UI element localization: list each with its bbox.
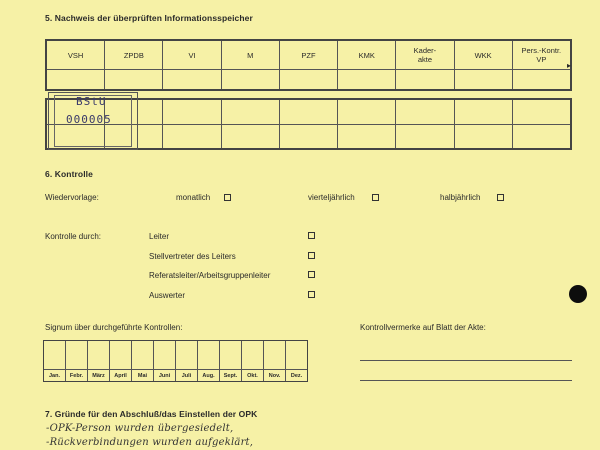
handwritten-reason-1: -OPK-Person wurden übergesiedelt, [46, 423, 234, 434]
vierteljaehrlich-checkbox[interactable] [372, 194, 379, 201]
signum-row [44, 341, 307, 369]
option-halbjaehrlich-label: halbjährlich [440, 193, 481, 202]
month-may: Mai [132, 369, 154, 381]
auswerter-checkbox[interactable] [308, 291, 315, 298]
kontrollvermerke-label: Kontrollvermerke auf Blatt der Akte: [360, 323, 486, 332]
col-m: M [222, 41, 280, 69]
col-wkk: WKK [455, 41, 513, 69]
table-cell[interactable] [455, 124, 513, 148]
col-kmk: KMK [338, 41, 396, 69]
option-monatlich-label: monatlich [176, 193, 211, 202]
table-cell[interactable] [163, 100, 221, 124]
month-aug: Aug. [198, 369, 220, 381]
signum-cell[interactable] [132, 341, 154, 369]
handwritten-reason-2: -Rückverbindungen wurden aufgeklärt, [46, 437, 254, 448]
info-storage-table [45, 39, 572, 91]
vermerke-line[interactable] [360, 380, 572, 381]
table-cell[interactable] [396, 69, 454, 89]
month-apr: April [110, 369, 132, 381]
table-cell[interactable] [455, 69, 513, 89]
option-vierteljaehrlich-label: vierteljährlich [308, 193, 355, 202]
month-feb: Febr. [66, 369, 88, 381]
kontrolle-stellvertreter-label: Stellvertreter des Leiters [149, 252, 236, 261]
table-cell[interactable] [280, 124, 338, 148]
table-cell[interactable] [513, 124, 570, 148]
signum-cell[interactable] [242, 341, 264, 369]
stellvertreter-checkbox[interactable] [308, 252, 315, 259]
signum-cell[interactable] [286, 341, 307, 369]
signum-cell[interactable] [88, 341, 110, 369]
kontrolle-durch-label: Kontrolle durch: [45, 232, 102, 241]
signum-cell[interactable] [66, 341, 88, 369]
kontrolle-auswerter-label: Auswerter [149, 291, 186, 300]
month-dec: Dez. [286, 369, 307, 381]
table-cell[interactable] [222, 124, 280, 148]
info-storage-entry-row [47, 69, 570, 89]
table-cell[interactable] [513, 100, 570, 124]
table-cell[interactable] [222, 100, 280, 124]
table-cell[interactable] [396, 124, 454, 148]
bstu-stamp-number: 000005 [66, 113, 112, 126]
signum-cell[interactable] [198, 341, 220, 369]
leiter-checkbox[interactable] [308, 232, 315, 239]
table-cell[interactable] [280, 100, 338, 124]
col-kaderakte: Kader- akte [396, 41, 454, 69]
table-cell[interactable] [105, 69, 163, 89]
month-nov: Nov. [264, 369, 286, 381]
signum-label: Signum über durchgeführte Kontrollen: [45, 323, 183, 332]
col-pers-kontr-vp: Pers.-Kontr. VP [521, 46, 562, 64]
col-vi: VI [163, 41, 221, 69]
col-zpdb: ZPDB [105, 41, 163, 69]
month-sep: Sept. [220, 369, 242, 381]
table-cell[interactable] [338, 69, 396, 89]
kontrolle-referatsleiter-label: Referatsleiter/Arbeitsgruppenleiter [149, 271, 271, 280]
month-jan: Jan. [44, 369, 66, 381]
table-cell[interactable] [396, 100, 454, 124]
month-mar: März [88, 369, 110, 381]
monatlich-checkbox[interactable] [224, 194, 231, 201]
table-cell[interactable] [47, 69, 105, 89]
table-cell[interactable] [455, 100, 513, 124]
margin-mark: ▸ [567, 61, 572, 70]
section-5-title: 5. Nachweis der überprüften Informationsspeicher [45, 13, 253, 23]
table-cell[interactable] [513, 69, 570, 89]
table-cell[interactable] [222, 69, 280, 89]
referatsleiter-checkbox[interactable] [308, 271, 315, 278]
punch-hole [569, 285, 587, 303]
table-cell[interactable] [280, 69, 338, 89]
table-cell[interactable] [338, 100, 396, 124]
vermerke-line[interactable] [360, 360, 572, 361]
month-jun: Juni [154, 369, 176, 381]
bstu-stamp-label: BStU [76, 95, 107, 108]
halbjaehrlich-checkbox[interactable] [497, 194, 504, 201]
signum-cell[interactable] [264, 341, 286, 369]
month-jul: Juli [176, 369, 198, 381]
signum-month-grid [43, 340, 308, 382]
col-pzf: PZF [280, 41, 338, 69]
section-6-title: 6. Kontrolle [45, 169, 93, 179]
info-storage-header-row [47, 41, 570, 69]
col-vsh: VSH [47, 41, 105, 69]
table-cell[interactable] [163, 69, 221, 89]
signum-cell[interactable] [44, 341, 66, 369]
section-7-title: 7. Gründe für den Abschluß/das Einstellen der OPK [45, 409, 258, 419]
signum-cell[interactable] [176, 341, 198, 369]
signum-cell[interactable] [154, 341, 176, 369]
wiedervorlage-label: Wiedervorlage: [45, 193, 99, 202]
table-cell[interactable] [163, 124, 221, 148]
signum-cell[interactable] [220, 341, 242, 369]
signum-cell[interactable] [110, 341, 132, 369]
table-cell[interactable] [338, 124, 396, 148]
month-label-row [44, 369, 307, 381]
kontrolle-leiter-label: Leiter [149, 232, 170, 241]
month-oct: Okt. [242, 369, 264, 381]
